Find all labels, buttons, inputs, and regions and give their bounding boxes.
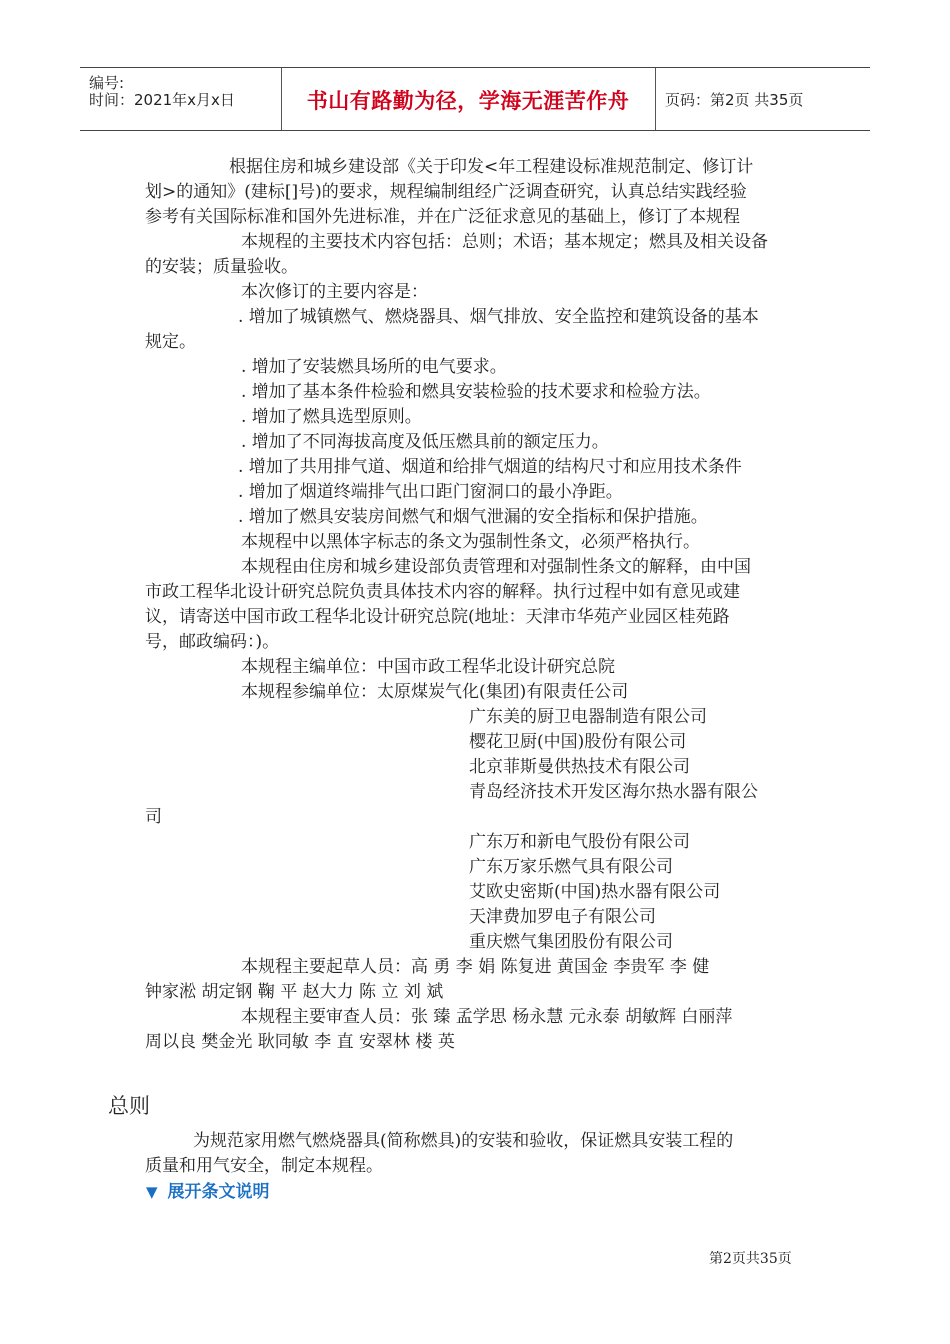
body-line: 本规程主要起草人员：高 勇 李 娟 陈复进 黄国金 李贵军 李 健 <box>241 957 710 977</box>
body-line: 本规程的主要技术内容包括：总则；术语；基本规定；燃具及相关设备 <box>241 232 768 252</box>
section-line: 质量和用气安全，制定本规程。 <box>145 1156 383 1176</box>
header-page-cell <box>655 68 870 130</box>
number-label: 编号: <box>89 74 125 92</box>
body-line: 本规程由住房和城乡建设部负责管理和对强制性条文的解释，由中国 <box>241 557 751 577</box>
body-line: 樱花卫厨(中国)股份有限公司 <box>469 732 687 752</box>
body-line: 规定。 <box>145 332 196 352</box>
body-line: 北京菲斯曼供热技术有限公司 <box>469 757 690 777</box>
footer-page-info: 第2页共35页 <box>709 1251 792 1267</box>
body-line: 的安装；质量验收。 <box>145 257 298 277</box>
body-line: 本规程参编单位：太原煤炭气化(集团)有限责任公司 <box>241 682 629 702</box>
header-page-info: 页码：第2页 共35页 <box>665 91 804 109</box>
body-line: . 增加了燃具选型原则。 <box>241 407 422 427</box>
body-line: 议，请寄送中国市政工程华北设计研究总院(地址：天津市华苑产业园区桂苑路 <box>145 607 730 627</box>
body-line: 钟家淞 胡定钢 鞠 平 赵大力 陈 立 刘 斌 <box>145 982 444 1002</box>
body-line: . 增加了不同海拔高度及低压燃具前的额定压力。 <box>241 432 609 452</box>
body-line: . 增加了安装燃具场所的电气要求。 <box>241 357 507 377</box>
body-line: 号，邮政编码：)。 <box>145 632 280 652</box>
body-line: 司 <box>145 807 162 827</box>
body-line: 根据住房和城乡建设部《关于印发<年工程建设标准规范制定、修订计 <box>229 157 754 177</box>
triangle-down-icon: ▼ <box>146 1183 158 1201</box>
page-header <box>80 67 870 131</box>
section-heading: 总则 <box>108 1094 150 1118</box>
body-line: 周以良 樊金光 耿同敏 李 直 安翠林 楼 英 <box>145 1032 455 1052</box>
body-line: 艾欧史密斯(中国)热水器有限公司 <box>469 882 721 902</box>
body-line: . 增加了燃具安装房间燃气和烟气泄漏的安全指标和保护措施。 <box>238 507 708 527</box>
time-label: 时间：2021年x月x日 <box>89 91 235 109</box>
body-line: 本规程中以黑体字标志的条文为强制性条文，必须严格执行。 <box>241 532 700 552</box>
body-line: . 增加了城镇燃气、燃烧器具、烟气排放、安全监控和建筑设备的基本 <box>238 307 759 327</box>
body-line: . 增加了基本条件检验和燃具安装检验的技术要求和检验方法。 <box>241 382 711 402</box>
body-line: 广东美的厨卫电器制造有限公司 <box>469 707 707 727</box>
header-motto-cell <box>281 68 656 130</box>
body-line: 广东万家乐燃气具有限公司 <box>469 857 673 877</box>
body-line: 青岛经济技术开发区海尔热水器有限公 <box>469 782 758 802</box>
body-line: 本规程主编单位：中国市政工程华北设计研究总院 <box>241 657 615 677</box>
body-line: . 增加了烟道终端排气出口距门窗洞口的最小净距。 <box>238 482 623 502</box>
header-meta-cell <box>80 68 282 130</box>
motto-text: 书山有路勤为径，学海无涯苦作舟 <box>306 89 630 113</box>
section-line: 为规范家用燃气燃烧器具(简称燃具)的安装和验收，保证燃具安装工程的 <box>193 1131 734 1151</box>
expand-explanation-link[interactable] <box>146 1177 270 1202</box>
body-line: 重庆燃气集团股份有限公司 <box>469 932 673 952</box>
body-line: 参考有关国际标准和国外先进标准，并在广泛征求意见的基础上，修订了本规程 <box>145 207 740 227</box>
body-line: 天津费加罗电子有限公司 <box>469 907 656 927</box>
body-line: 广东万和新电气股份有限公司 <box>469 832 690 852</box>
body-line: 本次修订的主要内容是： <box>241 282 428 302</box>
body-line: . 增加了共用排气道、烟道和给排气烟道的结构尺寸和应用技术条件 <box>238 457 742 477</box>
expand-label: 展开条文说明 <box>167 1182 270 1202</box>
body-line: 划>的通知》(建标[]号)的要求，规程编制组经广泛调查研究，认真总结实践经验 <box>145 182 747 202</box>
body-line: 市政工程华北设计研究总院负责具体技术内容的解释。执行过程中如有意见或建 <box>145 582 740 602</box>
body-line: 本规程主要审查人员：张 臻 孟学思 杨永慧 元永泰 胡敏辉 白丽萍 <box>241 1007 733 1027</box>
